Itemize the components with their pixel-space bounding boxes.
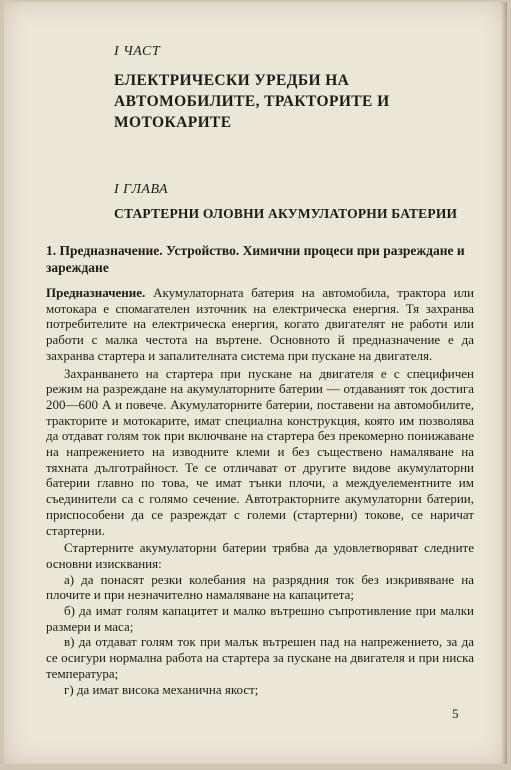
paragraph-purpose (46, 285, 474, 364)
requirement-d: г) да имат висока механична якост; (64, 681, 259, 697)
requirement-b: б) да имат голям капацитет и малко вътрешно съпротивление при малки размери и маса; (46, 603, 474, 634)
chapter-title: СТАРТЕРНИ ОЛОВНИ АКУМУЛАТОРНИ БАТЕРИИ (114, 206, 458, 221)
paragraph-starter-supply: Захранването на стартера при пускане на двигателя е с специфичен режим на разреждане на акумулаторните батерии — отдаваният ток достига 200—600 А и повече. Акумулаторните батерии, поставени на автомобилите, тракторите и мотокарите, имат специална конструкция, която им позволява да отдават голям ток при включване на стартера без прекомерно понижаване на напрежението на изводните клеми и без съществено намаляване на тяхната дълготрайност. Те се отличават от другите видове акумулаторни батерии главно по това, че имат тънки плочи, а междуелементните им съединители са с голямо сечение. Автотракторните акумулаторни батерии, приспособени да се разреждат с големи (стартерни) токове, се наричат стартерни. (46, 365, 474, 538)
book-page (4, 2, 507, 764)
paragraph-text: Акумулаторната батерия на автомобила, трактора или мотокара е спомагателен източник на електрическа енергия. Тя захранва потребителите на електрическа енергия, когато двигателят не работи или работи с малка честота на въртене. Основното й предназначение е да захранва стартера и запалителната система при пускане на двигателя. (46, 285, 474, 363)
section-heading: 1. Предназначение. Устройство. Химични процеси при разреждане и зареждане (46, 243, 465, 275)
body-text (46, 285, 474, 697)
requirement-a: а) да понасят резки колебания на разрядния ток без изкривяване на плочите и при незначително намаляване на капацитета; (46, 571, 474, 603)
part-title: ЕЛЕКТРИЧЕСКИ УРЕДБИ НА АВТОМОБИЛИТЕ, ТРАКТОРИТЕ И МОТОКАРИТЕ (114, 72, 390, 131)
paragraph-requirements-intro: Стартерните акумулаторни батерии трябва да удовлетворяват следните основни изисквания: (46, 540, 474, 571)
chapter-label: I ГЛАВА (114, 182, 169, 197)
requirement-c: в) да отдават голям ток при малък вътрешен пад на напрежението, за да се осигури нормална работа на стартера за пускане на двигателя и при ниска температура; (46, 634, 474, 681)
part-label: I ЧАСТ (114, 44, 161, 59)
page-edge-shadow (501, 2, 507, 764)
page-number: 5 (452, 706, 459, 721)
paragraph-lead: Предназначение. (46, 285, 146, 300)
